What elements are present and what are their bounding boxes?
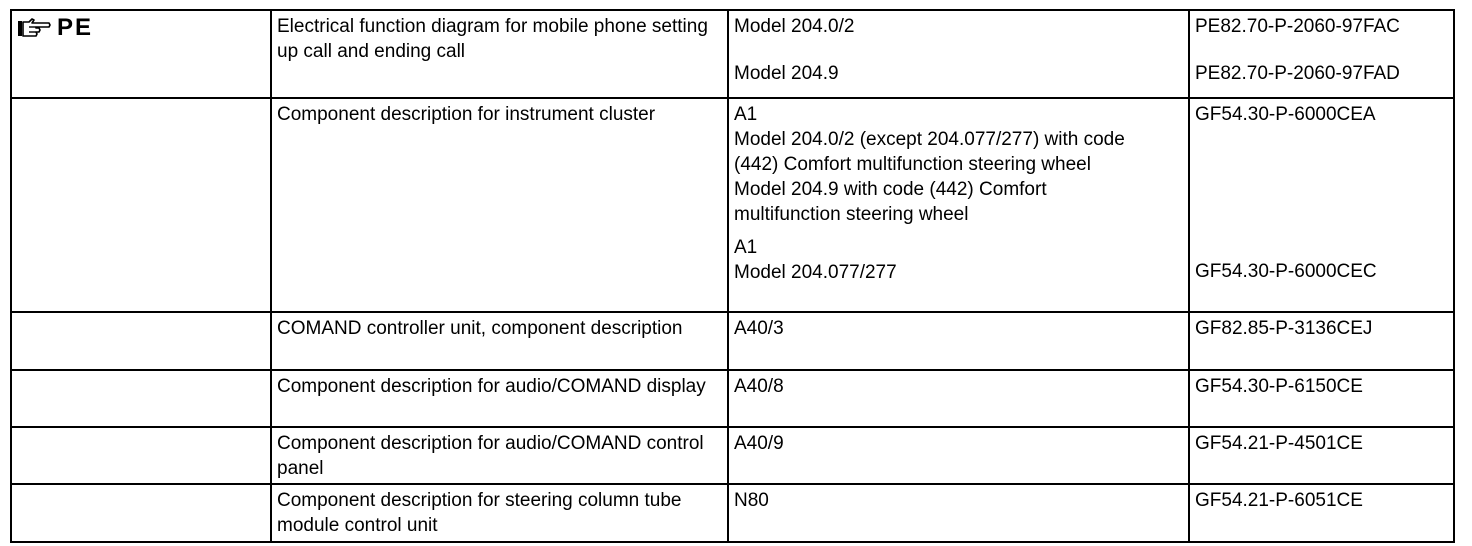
code-cell	[1189, 10, 1454, 98]
description-text: Component description for audio/COMAND control panel	[277, 433, 704, 479]
marker-cell	[11, 10, 271, 98]
description-cell	[271, 484, 728, 542]
model-note: Model 204.0/2 (except 204.077/277) with code (442) Comfort multifunction steering wheel	[734, 129, 1125, 175]
description-cell	[271, 98, 728, 312]
document-code: GF54.30-P-6000CEA	[1195, 104, 1376, 125]
marker-cell	[11, 312, 271, 370]
document-code: GF82.85-P-3136CEJ	[1195, 318, 1373, 339]
description-cell	[271, 312, 728, 370]
component-id: A40/8	[734, 376, 784, 397]
model-cell	[728, 98, 1189, 312]
document-code: GF54.30-P-6000CEC	[1195, 261, 1377, 282]
code-cell	[1189, 484, 1454, 542]
model-cell	[728, 10, 1189, 98]
model-text: Model 204.0/2	[734, 16, 855, 37]
model-note: Model 204.077/277	[734, 262, 897, 283]
model-text: Model 204.9	[734, 63, 839, 84]
description-cell	[271, 427, 728, 484]
description-cell	[271, 10, 728, 98]
model-cell	[728, 312, 1189, 370]
code-cell	[1189, 370, 1454, 427]
code-cell	[1189, 312, 1454, 370]
component-id: A1	[734, 237, 758, 258]
marker-cell	[11, 484, 271, 542]
description-cell	[271, 370, 728, 427]
description-text: COMAND controller unit, component description	[277, 318, 683, 339]
component-id: A40/3	[734, 318, 784, 339]
document-code: PE82.70-P-2060-97FAC	[1195, 16, 1400, 37]
component-id: A1	[734, 104, 758, 125]
table-row	[11, 10, 1454, 98]
document-code: PE82.70-P-2060-97FAD	[1195, 63, 1400, 84]
component-id: N80	[734, 490, 769, 511]
document-code: GF54.21-P-4501CE	[1195, 433, 1363, 454]
table-row	[11, 312, 1454, 370]
table-row	[11, 484, 1454, 542]
code-cell	[1189, 427, 1454, 484]
table-row	[11, 370, 1454, 427]
pointing-hand-icon	[17, 17, 51, 39]
pe-label: PE	[57, 14, 94, 41]
description-text: Component description for instrument cluster	[277, 104, 656, 125]
description-text: Electrical function diagram for mobile phone setting up call and ending call	[277, 16, 708, 62]
document-code: GF54.21-P-6051CE	[1195, 490, 1363, 511]
marker-cell	[11, 427, 271, 484]
document-code: GF54.30-P-6150CE	[1195, 376, 1363, 397]
model-cell	[728, 370, 1189, 427]
model-cell	[728, 484, 1189, 542]
model-note: Model 204.9 with code (442) Comfort multifunction steering wheel	[734, 179, 1047, 225]
pe-marker	[17, 14, 265, 42]
marker-cell	[11, 370, 271, 427]
description-text: Component description for steering column tube module control unit	[277, 490, 682, 536]
marker-cell	[11, 98, 271, 312]
table-row	[11, 427, 1454, 484]
reference-table	[10, 9, 1455, 543]
component-id: A40/9	[734, 433, 784, 454]
model-cell	[728, 427, 1189, 484]
code-cell	[1189, 98, 1454, 312]
description-text: Component description for audio/COMAND display	[277, 376, 706, 397]
table-row	[11, 98, 1454, 312]
